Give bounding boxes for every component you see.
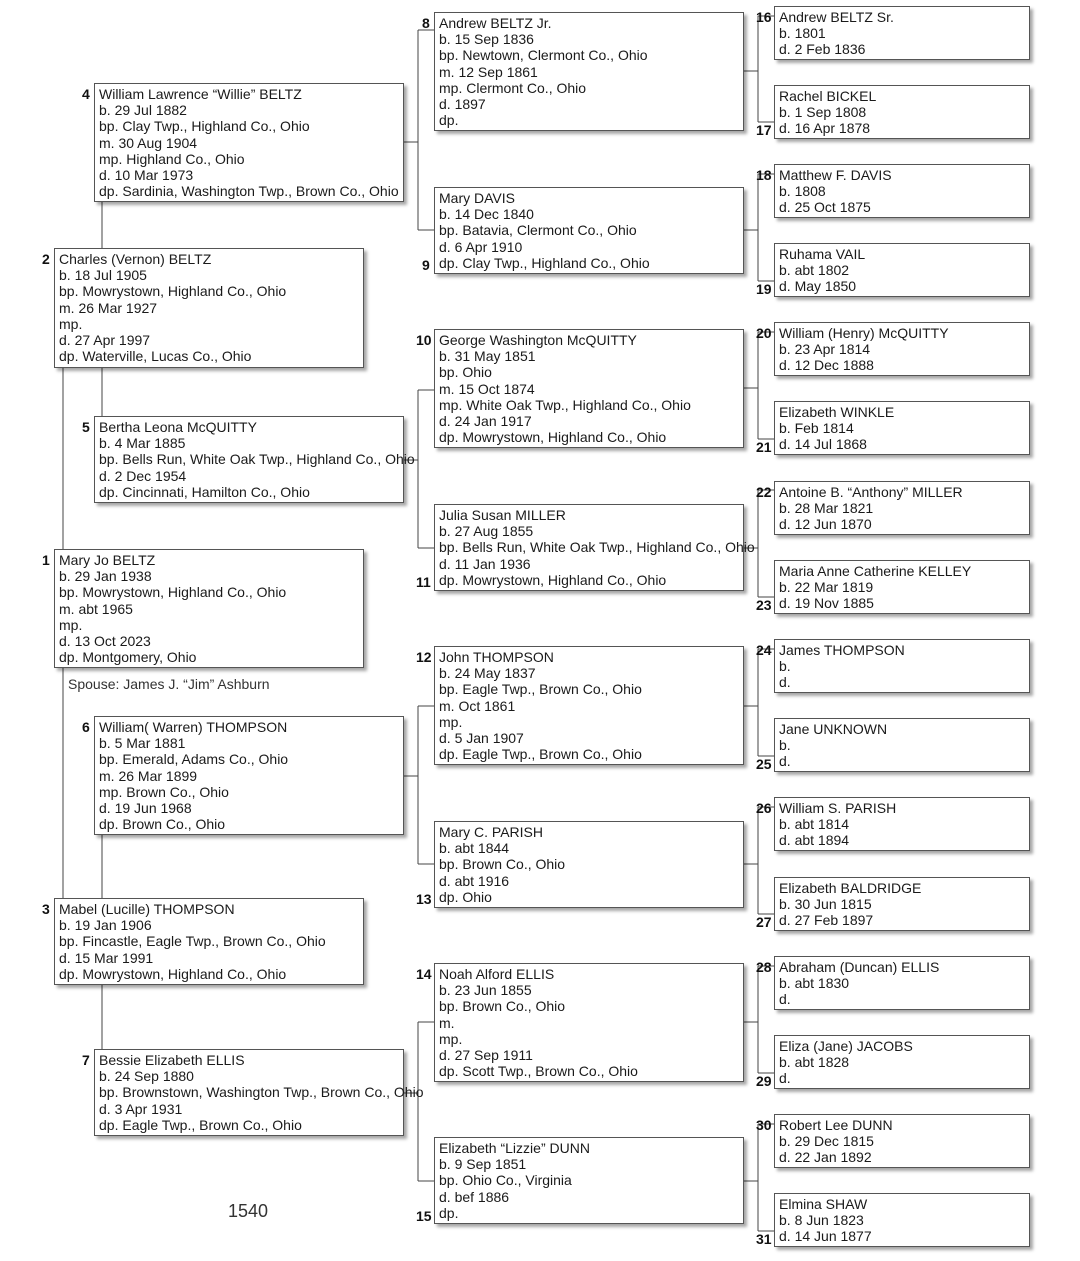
person-detail: mp. Brown Co., Ohio	[99, 783, 229, 800]
person-detail: bp. Brown Co., Ohio	[439, 998, 566, 1015]
person-detail: b. 8 Jun 1823	[779, 1212, 864, 1229]
person-box-7	[94, 1049, 424, 1136]
person-detail: dp. Mowrystown, Highland Co., Ohio	[439, 571, 667, 588]
person-name: William Lawrence “Willie” BELTZ	[99, 86, 302, 102]
person-detail: b. 24 May 1837	[439, 665, 536, 682]
person-detail: d. 12 Jun 1870	[779, 516, 872, 533]
person-detail: d. 19 Jun 1968	[99, 800, 192, 817]
person-detail: m. 15 Oct 1874	[439, 380, 535, 397]
person-detail: d. 2 Dec 1954	[99, 467, 187, 484]
person-box-8	[434, 12, 744, 131]
person-name: Noah Alford ELLIS	[439, 966, 555, 982]
person-box-2	[54, 248, 364, 368]
person-detail: bp. Brown Co., Ohio	[439, 856, 566, 873]
person-detail: d. 15 Mar 1991	[59, 949, 154, 966]
person-box-31	[774, 1193, 1030, 1247]
person-name: Andrew BELTZ Jr.	[439, 15, 552, 31]
person-detail: b. 5 Mar 1881	[99, 735, 186, 752]
person-name: Matthew F. DAVIS	[779, 167, 892, 183]
person-number: 29	[756, 1073, 772, 1089]
person-name: Andrew BELTZ Sr.	[779, 9, 894, 25]
person-number: 5	[82, 419, 90, 435]
person-number: 12	[416, 649, 432, 665]
person-detail: dp. Eagle Twp., Brown Co., Ohio	[439, 746, 642, 763]
person-detail: d. 14 Jun 1877	[779, 1228, 872, 1245]
person-box-29	[774, 1035, 1030, 1089]
person-detail: dp. Mowrystown, Highland Co., Ohio	[59, 965, 287, 982]
person-detail: b. abt 1802	[779, 262, 850, 279]
person-box-17	[774, 85, 1030, 139]
person-box-12	[434, 646, 744, 765]
person-name: Mabel (Lucille) THOMPSON	[59, 901, 235, 917]
person-detail: mp.	[439, 713, 463, 730]
person-name: William S. PARISH	[779, 800, 897, 816]
person-name: Mary C. PARISH	[439, 824, 543, 840]
person-detail: b. 1808	[779, 183, 826, 200]
person-detail: bp. Eagle Twp., Brown Co., Ohio	[439, 681, 642, 698]
person-box-30	[774, 1114, 1030, 1168]
person-detail: d. 19 Nov 1885	[779, 595, 874, 612]
person-detail: d. 10 Mar 1973	[99, 167, 194, 184]
person-name: James THOMPSON	[779, 642, 905, 658]
person-detail: dp.	[439, 1204, 459, 1221]
person-number: 31	[756, 1231, 772, 1247]
person-detail: d.	[779, 991, 791, 1008]
person-detail: d.	[779, 674, 791, 691]
person-name: Elizabeth BALDRIDGE	[779, 880, 922, 896]
person-number: 24	[756, 642, 772, 658]
person-detail: b. 30 Jun 1815	[779, 896, 872, 913]
person-number: 16	[756, 9, 772, 25]
person-detail: b. 22 Mar 1819	[779, 579, 874, 596]
person-detail: dp. Brown Co., Ohio	[99, 816, 226, 833]
person-detail: d. abt 1894	[779, 832, 850, 849]
person-detail: d.	[779, 753, 791, 770]
person-box-23	[774, 560, 1030, 614]
person-detail: b. 27 Aug 1855	[439, 523, 534, 540]
person-box-16	[774, 6, 1030, 60]
person-detail: dp. Sardinia, Washington Twp., Brown Co., Ohio	[99, 183, 399, 200]
person-detail: d. 22 Jan 1892	[779, 1149, 872, 1166]
person-box-19	[774, 243, 1030, 297]
person-detail: bp. Emerald, Adams Co., Ohio	[99, 751, 289, 768]
person-number: 3	[42, 901, 50, 917]
person-detail: b. 4 Mar 1885	[99, 435, 186, 452]
person-detail: dp.	[439, 112, 459, 129]
person-box-24	[774, 639, 1030, 693]
person-detail: d. 12 Dec 1888	[779, 357, 874, 374]
person-name: Bessie Elizabeth ELLIS	[99, 1052, 245, 1068]
person-number: 30	[756, 1117, 772, 1133]
person-number: 8	[422, 15, 430, 31]
page-number: 1540	[228, 1201, 269, 1221]
person-detail: b. Feb 1814	[779, 420, 854, 437]
person-detail: b. 23 Apr 1814	[779, 341, 871, 358]
person-box-6	[94, 716, 404, 835]
person-name: William (Henry) McQUITTY	[779, 325, 949, 341]
person-detail: m. abt 1965	[59, 600, 133, 617]
person-detail: d. 25 Oct 1875	[779, 199, 871, 216]
person-detail: mp. White Oak Twp., Highland Co., Ohio	[439, 396, 691, 413]
person-detail: b. 18 Jul 1905	[59, 267, 147, 284]
person-number: 9	[422, 257, 430, 273]
person-detail: bp. Mowrystown, Highland Co., Ohio	[59, 584, 287, 601]
person-number: 17	[756, 122, 772, 138]
person-detail: mp. Highland Co., Ohio	[99, 150, 245, 167]
person-detail: bp. Ohio	[439, 364, 492, 381]
person-detail: b. 9 Sep 1851	[439, 1156, 527, 1173]
person-detail: d. 16 Apr 1878	[779, 120, 871, 137]
person-box-11	[434, 504, 755, 591]
person-name: Mary DAVIS	[439, 190, 515, 206]
person-detail: d. 3 Apr 1931	[99, 1100, 183, 1117]
person-detail: b.	[779, 658, 791, 675]
person-detail: d. 11 Jan 1936	[439, 555, 531, 572]
person-number: 15	[416, 1208, 432, 1224]
person-detail: b. abt 1814	[779, 816, 850, 833]
person-number: 18	[756, 167, 772, 183]
person-detail: mp.	[59, 315, 83, 332]
person-box-1	[54, 549, 364, 668]
person-detail: d. 6 Apr 1910	[439, 238, 523, 255]
person-detail: b. 23 Jun 1855	[439, 982, 532, 999]
person-number: 27	[756, 914, 772, 930]
person-detail: mp. Clermont Co., Ohio	[439, 79, 587, 96]
person-name: William( Warren) THOMPSON	[99, 719, 288, 735]
person-detail: dp. Clay Twp., Highland Co., Ohio	[439, 254, 650, 271]
person-detail: b. 29 Dec 1815	[779, 1133, 874, 1150]
person-number: 1	[42, 552, 50, 568]
person-detail: bp. Mowrystown, Highland Co., Ohio	[59, 283, 287, 300]
person-detail: d.	[779, 1070, 791, 1087]
person-name: George Washington McQUITTY	[439, 332, 637, 348]
person-name: Maria Anne Catherine KELLEY	[779, 563, 972, 579]
person-box-27	[774, 877, 1030, 931]
person-detail: b. 15 Sep 1836	[439, 31, 534, 48]
person-detail: b. abt 1844	[439, 840, 510, 857]
person-detail: dp. Mowrystown, Highland Co., Ohio	[439, 429, 667, 446]
person-name: Elmina SHAW	[779, 1196, 868, 1212]
person-box-21	[774, 401, 1030, 455]
person-name: Elizabeth “Lizzie” DUNN	[439, 1140, 590, 1156]
person-detail: m. 26 Mar 1899	[99, 767, 198, 784]
person-detail: b. 28 Mar 1821	[779, 500, 874, 517]
person-name: Rachel BICKEL	[779, 88, 877, 104]
person-number: 2	[42, 251, 50, 267]
person-number: 28	[756, 959, 772, 975]
person-detail: bp. Brownstown, Washington Twp., Brown Co., Ohio	[99, 1084, 424, 1101]
person-box-9	[434, 187, 744, 274]
person-detail: b. 1801	[779, 25, 826, 42]
person-detail: dp. Ohio	[439, 888, 492, 905]
person-detail: dp. Eagle Twp., Brown Co., Ohio	[99, 1116, 302, 1133]
person-name: John THOMPSON	[439, 649, 554, 665]
person-name: Jane UNKNOWN	[779, 721, 888, 737]
person-detail: dp. Cincinnati, Hamilton Co., Ohio	[99, 483, 310, 500]
person-detail: d. May 1850	[779, 278, 857, 295]
person-detail: b. 24 Sep 1880	[99, 1068, 194, 1085]
person-detail: b. 19 Jan 1906	[59, 917, 152, 934]
spouse-label: Spouse: James J. “Jim” Ashburn	[68, 676, 270, 692]
person-detail: b.	[779, 737, 791, 754]
person-box-18	[774, 164, 1030, 218]
person-number: 23	[756, 597, 772, 613]
person-box-22	[774, 481, 1030, 535]
person-number: 21	[756, 439, 772, 455]
person-number: 11	[416, 574, 431, 590]
person-detail: b. abt 1828	[779, 1054, 850, 1071]
person-detail: d. 27 Feb 1897	[779, 912, 874, 929]
person-name: Ruhama VAIL	[779, 246, 866, 262]
person-number: 20	[756, 325, 772, 341]
person-detail: bp. Newtown, Clermont Co., Ohio	[439, 47, 648, 64]
person-name: Elizabeth WINKLE	[779, 404, 895, 420]
person-detail: bp. Clay Twp., Highland Co., Ohio	[99, 118, 310, 135]
person-number: 26	[756, 800, 772, 816]
person-box-3	[54, 898, 364, 985]
person-box-13	[434, 821, 744, 908]
person-name: Mary Jo BELTZ	[59, 552, 156, 568]
person-detail: m.	[439, 1014, 455, 1031]
person-detail: bp. Fincastle, Eagle Twp., Brown Co., Ohio	[59, 933, 326, 950]
person-detail: d. 2 Feb 1836	[779, 41, 866, 58]
person-detail: b. abt 1830	[779, 975, 850, 992]
person-detail: m. 12 Sep 1861	[439, 63, 538, 80]
person-box-5	[94, 416, 415, 503]
person-name: Eliza (Jane) JACOBS	[779, 1038, 913, 1054]
person-detail: d. 27 Apr 1997	[59, 332, 151, 349]
person-detail: mp.	[59, 616, 83, 633]
person-name: Julia Susan MILLER	[439, 507, 566, 523]
person-detail: d. 13 Oct 2023	[59, 633, 151, 650]
person-detail: dp. Montgomery, Ohio	[59, 649, 197, 666]
person-box-10	[434, 329, 744, 448]
person-detail: d. abt 1916	[439, 872, 510, 889]
person-number: 14	[416, 966, 432, 982]
person-box-25	[774, 718, 1030, 772]
person-detail: d. 24 Jan 1917	[439, 413, 532, 430]
person-number: 10	[416, 332, 432, 348]
person-name: Charles (Vernon) BELTZ	[59, 251, 212, 267]
person-number: 4	[82, 86, 90, 102]
person-name: Antoine B. “Anthony” MILLER	[779, 484, 963, 500]
person-detail: d. 27 Sep 1911	[439, 1047, 533, 1064]
person-detail: b. 29 Jan 1938	[59, 568, 152, 585]
person-number: 22	[756, 484, 772, 500]
person-name: Robert Lee DUNN	[779, 1117, 893, 1133]
person-name: Bertha Leona McQUITTY	[99, 419, 257, 435]
person-detail: m. Oct 1861	[439, 697, 516, 714]
person-detail: d. 5 Jan 1907	[439, 730, 524, 747]
person-box-26	[774, 797, 1030, 851]
person-detail: dp. Scott Twp., Brown Co., Ohio	[439, 1063, 638, 1080]
person-number: 19	[756, 281, 772, 297]
person-detail: bp. Bells Run, White Oak Twp., Highland Co., Ohio	[99, 451, 415, 468]
person-box-20	[774, 322, 1030, 376]
person-box-4	[94, 83, 404, 202]
person-box-14	[434, 963, 744, 1082]
person-detail: d. bef 1886	[439, 1188, 510, 1205]
person-number: 13	[416, 891, 432, 907]
person-number: 7	[82, 1052, 90, 1068]
person-box-15	[434, 1137, 744, 1224]
person-detail: bp. Batavia, Clermont Co., Ohio	[439, 222, 637, 239]
person-detail: b. 1 Sep 1808	[779, 104, 867, 121]
person-detail: bp. Ohio Co., Virginia	[439, 1172, 572, 1189]
person-number: 25	[756, 756, 772, 772]
person-detail: m. 26 Mar 1927	[59, 299, 158, 316]
person-detail: b. 29 Jul 1882	[99, 102, 187, 119]
person-detail: mp.	[439, 1030, 463, 1047]
person-detail: b. 31 May 1851	[439, 348, 536, 365]
person-box-28	[774, 956, 1030, 1010]
person-detail: bp. Bells Run, White Oak Twp., Highland Co., Ohio	[439, 539, 755, 556]
person-detail: d. 14 Jul 1868	[779, 436, 867, 453]
person-number: 6	[82, 719, 90, 735]
person-name: Abraham (Duncan) ELLIS	[779, 959, 940, 975]
person-detail: b. 14 Dec 1840	[439, 206, 534, 223]
person-detail: m. 30 Aug 1904	[99, 134, 198, 151]
person-detail: dp. Waterville, Lucas Co., Ohio	[59, 348, 252, 365]
person-detail: d. 1897	[439, 96, 486, 113]
